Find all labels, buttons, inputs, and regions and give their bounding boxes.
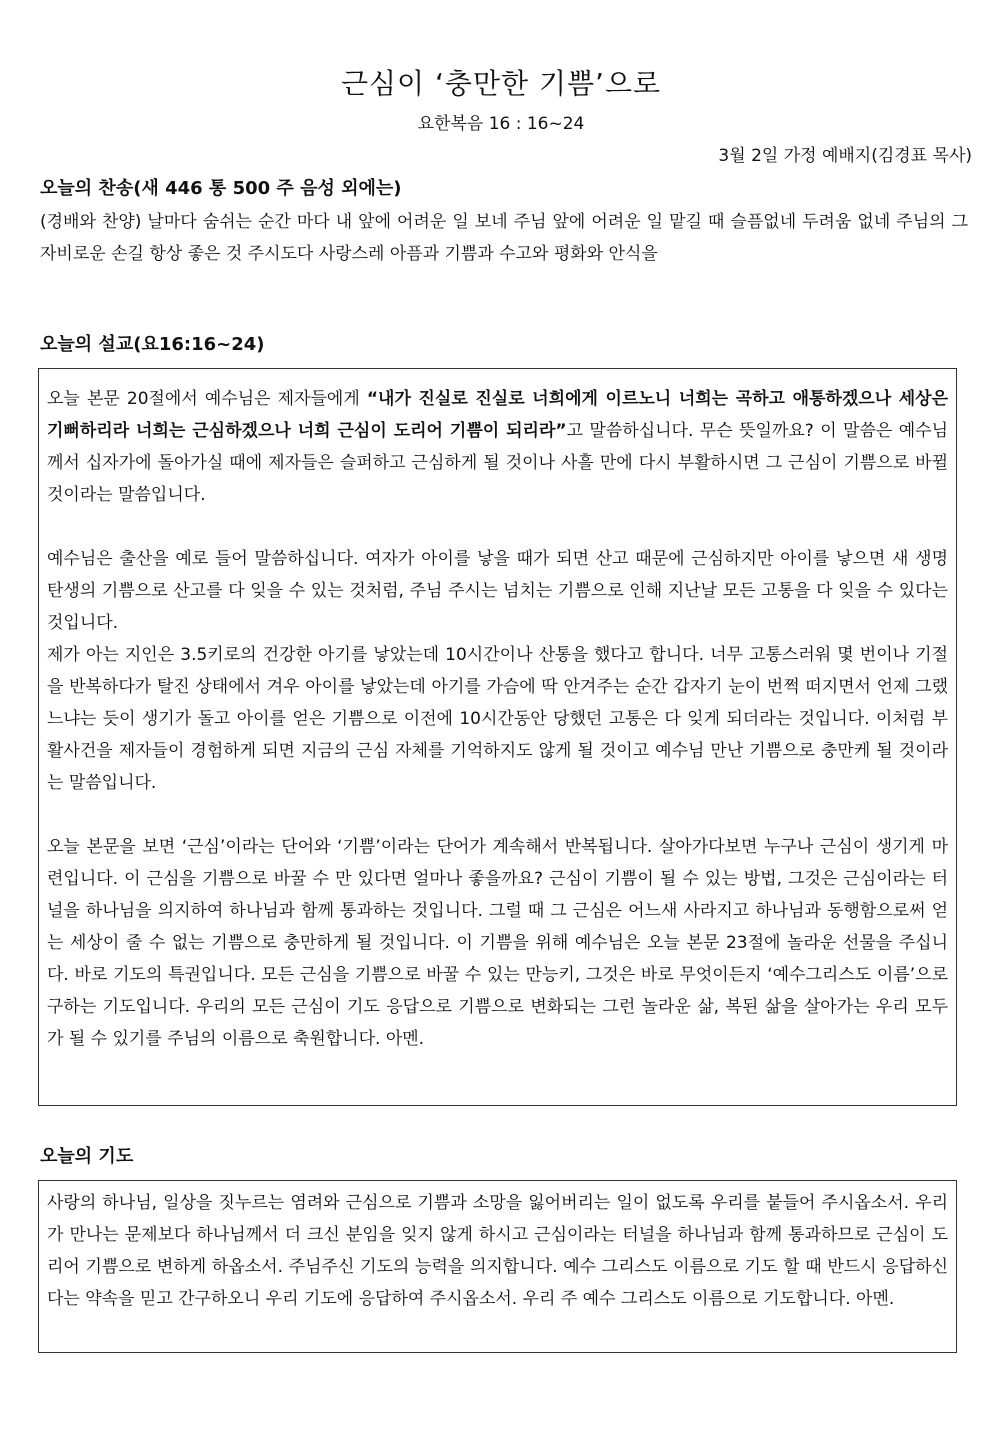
scripture-reference: 요한복음 16 : 16~24 bbox=[417, 114, 585, 134]
prayer-text: 사랑의 하나님, 일상을 짓누르는 염려와 근심으로 기쁨과 소망을 잃어버리는 일이 없도록 우리를 붙들어 주시옵소서. 우리가 만나는 문제보다 하나님께서 더 크신 분임을 잊지 않게 하시고 근심이라는 터널을 하나님과 함께 통과하므로 근심이 도리어 기쁨으로 변하게 하옵소서. 주님주신 기도의 능력을 의지합니다. 예수 그리스도 이름으로 기도 할 때 반드시 응답하신다는 약속을 믿고 간구하오니 우리 기도에 응답하여 주시옵소서. 우리 주 예수 그리스도 이름으로 기도합니다. 아멘. bbox=[47, 1193, 948, 1309]
sermon-paragraph-3: 제가 아는 지인은 3.5키로의 건강한 아기를 낳았는데 10시간이나 산통을 했다고 합니다. 너무 고통스러워 몇 번이나 기절을 반복하다가 탈진 상태에서 겨우 아이를 낳았는데 아기를 가슴에 딱 안겨주는 순간 갑자기 눈이 번쩍 떠지면서 언제 그랬느냐는 듯이 생기가 돌고 아이를 얻은 기쁨으로 이전에 10시간동안 당했던 고통은 다 잊게 되더라는 것입니다. 이처럼 부활사건을 제자들이 경험하게 되면 지금의 근심 자체를 기억하지도 않게 될 것이고 예수님 만난 기쁨으로 충만케 될 것이라는 말씀입니다. bbox=[47, 645, 948, 793]
date-author-line: 3월 2일 가정 예배지(김경표 목사) bbox=[718, 146, 972, 166]
sermon-paragraph-2: 예수님은 출산을 예로 들어 말씀하십니다. 여자가 아이를 낳을 때가 되면 산고 때문에 근심하지만 아이를 낳으면 새 생명 탄생의 기쁨으로 산고를 다 잊을 수 있는 것처럼, 주님 주시는 넘치는 기쁨으로 인해 지난날 모든 고통을 다 잊을 수 있다는 것입니다. bbox=[47, 549, 948, 633]
sermon-p1-quote: “내가 진실로 진실로 너희에게 이르노니 너희는 곡하고 애통하겠으나 세상은 기뻐하리라 너희는 근심하겠으나 너희 근심이 도리어 기쁨이 되리라” bbox=[47, 389, 948, 441]
sermon-heading: 오늘의 설교(요16:16~24) bbox=[40, 334, 265, 355]
paragraph-gap bbox=[39, 799, 956, 831]
prayer-box bbox=[38, 1180, 957, 1353]
sermon-box bbox=[38, 368, 957, 1106]
sermon-p1-intro: 오늘 본문 20절에서 예수님은 제자들에게 bbox=[47, 389, 367, 409]
prayer-heading: 오늘의 기도 bbox=[40, 1146, 134, 1167]
sermon-paragraph-1 bbox=[39, 383, 956, 511]
hymn-lyrics: (경배와 찬양) 날마다 숨쉬는 순간 마다 내 앞에 어려운 일 보네 주님 앞에 어려운 일 맡길 때 슬픔없네 두려움 없네 주님의 그 자비로운 손길 항상 좋은 것 주시도다 사랑스레 아픔과 기쁨과 수고와 평화와 안식을 bbox=[40, 212, 968, 264]
paragraph-gap bbox=[39, 511, 956, 543]
sermon-p1-rest: 고 말씀하십니다. 무슨 뜻일까요? 이 말씀은 예수님께서 십자가에 돌아가실 때에 제자들은 슬퍼하고 근심하게 될 것이나 사흘 만에 다시 부활하시면 그 근심이 기쁨으로 바뀔 것이라는 말씀입니다. bbox=[47, 421, 948, 505]
sermon-paragraph-4: 오늘 본문을 보면 ‘근심’이라는 단어와 ‘기쁨’이라는 단어가 계속해서 반복됩니다. 살아가다보면 누구나 근심이 생기게 마련입니다. 이 근심을 기쁨으로 바꿀 수 만 있다면 얼마나 좋을까요? 근심이 기쁨이 될 수 있는 방법, 그것은 근심이라는 터널을 하나님을 의지하여 하나님과 함께 통과하는 것입니다. 그럴 때 그 근심은 어느새 사라지고 하나님과 동행함으로써 얻는 세상이 줄 수 없는 기쁨으로 충만하게 될 것입니다. 이 기쁨을 위해 예수님은 오늘 본문 23절에 놀라운 선물을 주십니다. 바로 기도의 특권입니다. 모든 근심을 기쁨으로 바꿀 수 있는 만능키, 그것은 바로 무엇이든지 ‘예수그리스도 이름’으로 구하는 기도입니다. 우리의 모든 근심이 기도 응답으로 기쁨으로 변화되는 그런 놀라운 삶, 복된 삶을 살아가는 우리 모두가 될 수 있기를 주님의 이름으로 축원합니다. 아멘. bbox=[47, 837, 948, 1049]
page-title: 근심이 ‘충만한 기쁨’으로 bbox=[340, 67, 662, 100]
hymn-heading: 오늘의 찬송(새 446 통 500 주 음성 외에는) bbox=[40, 178, 402, 199]
